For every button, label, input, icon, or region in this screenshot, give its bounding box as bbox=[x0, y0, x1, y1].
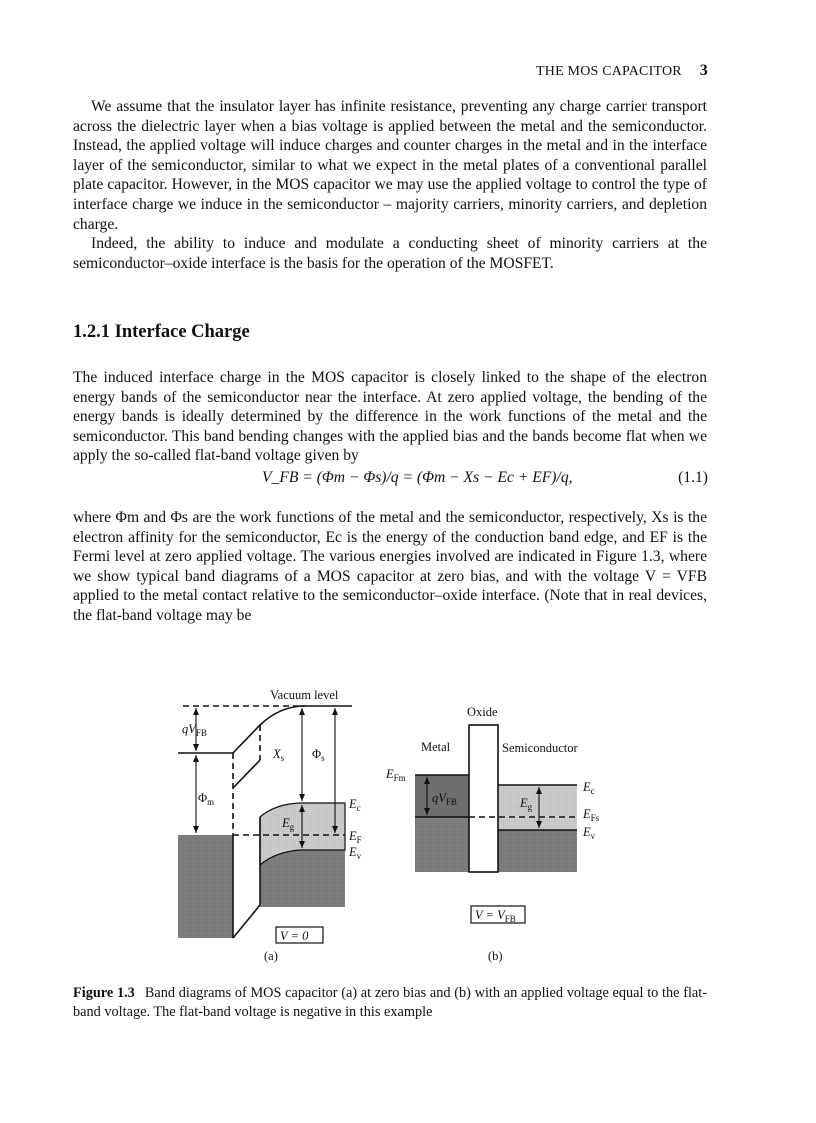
svg-text:Ev: $E_v$ bbox=[583, 825, 596, 841]
equation-number: (1.1) bbox=[678, 469, 708, 486]
figure-caption bbox=[73, 984, 707, 1022]
equation-body: V_FB = (Φm − Φs)/q = (Φm − Xs − Ec + EF)/q, bbox=[262, 469, 573, 486]
subfigure-label-a: (a) bbox=[264, 949, 278, 963]
section-heading: 1.2.1 Interface Charge bbox=[73, 322, 250, 342]
paragraph: Indeed, the ability to induce and modulate a conducting sheet of minority carriers at the semiconductor–oxide interface is the basis for the operation of the MOSFET. bbox=[73, 235, 707, 272]
svg-text:Φs: $\Phi_s$ bbox=[312, 747, 325, 763]
svg-text:V = VFB: $V = V_{FB}$ bbox=[475, 908, 516, 924]
metal-label: Metal bbox=[421, 740, 451, 754]
svg-text:Ev: $E_v$ bbox=[349, 845, 362, 861]
svg-text:Eg: $E_g$ bbox=[520, 796, 533, 812]
svg-text:Ec: $E_c$ bbox=[583, 780, 595, 796]
subfigure-label-b: (b) bbox=[488, 949, 503, 963]
vacuum-level-label: Vacuum level bbox=[270, 688, 339, 702]
svg-text:Φm: $\Phi_m$ bbox=[198, 791, 215, 807]
caption-label: Figure 1.3 bbox=[73, 985, 135, 1001]
svg-text:Xs: $X_s$ bbox=[273, 747, 285, 763]
diagram-a bbox=[178, 706, 352, 938]
svg-text:EF: $E_F$ bbox=[349, 829, 362, 845]
running-title: THE MOS CAPACITOR bbox=[536, 64, 682, 79]
oxide-label: Oxide bbox=[467, 705, 498, 719]
page-number: 3 bbox=[699, 62, 708, 79]
semiconductor-label: Semiconductor bbox=[502, 741, 578, 755]
paragraph: The induced interface charge in the MOS capacitor is closely linked to the shape of the electron energy bands of the semiconductor near the interface. At zero applied voltage, the bending of the energy bands is ideally determined by the difference in the work functions of the metal and the semiconductor. This band bending changes with the applied bias and the bands become flat when we apply the so-called flat-band voltage given by bbox=[73, 369, 707, 465]
bias-label-a: V = 0 bbox=[280, 929, 309, 943]
caption-text: Band diagrams of MOS capacitor (a) at zero bias and (b) with an applied voltage equal to the flat-band voltage. The flat-band voltage is negative in this example bbox=[73, 985, 708, 1020]
svg-text:Eg: $E_g$ bbox=[282, 816, 295, 832]
svg-text:qVFB: $qV_{FB}$ bbox=[432, 791, 457, 807]
svg-text:EFm: $E_{Fm}$ bbox=[386, 767, 406, 783]
paragraph: where Φm and Φs are the work functions of the metal and the semiconductor, respectively, Xs is the electron affinity for the semiconductor, Ec is the energy of the conduction band edge, and EF is the Fermi level at zero applied voltage. The various energies involved are indicated in Figure 1.3, where we show typical band diagrams of a MOS capacitor at zero bias, and with the voltage V = VFB applied to the metal contact relative to the semiconductor–oxide interface. (Note that in real devices, the flat-band voltage may be bbox=[73, 509, 707, 624]
paragraph: We assume that the insulator layer has infinite resistance, preventing any charge carrier transport across the dielectric layer when a bias voltage is applied between the metal and the semiconductor. Instead, the applied voltage will induce charges and counter charges in the metal and in the interface layer of the semiconductor, similar to what we expect in the metal plates of a conventional parallel plate capacitor. However, in the MOS capacitor we may use the applied voltage to control the type of interface charge we induce in the semiconductor – majority carriers, minority carriers, and depletion charge. bbox=[73, 98, 707, 233]
svg-text:Ec: $E_c$ bbox=[349, 797, 361, 813]
svg-text:EFs: $E_{Fs}$ bbox=[583, 807, 600, 823]
svg-text:qVFB: $qV_{FB}$ bbox=[182, 722, 207, 738]
